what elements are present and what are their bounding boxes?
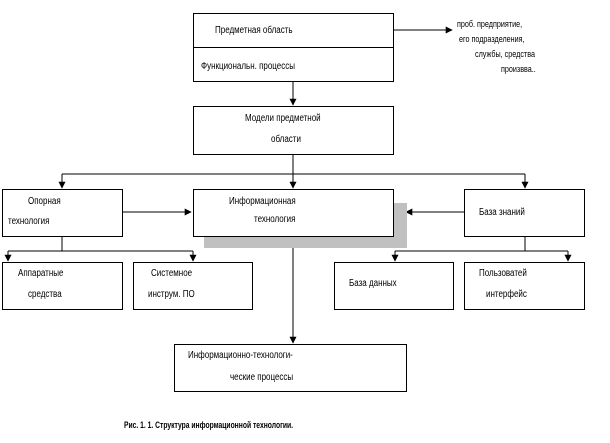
user-interface-line-2: интерфейс <box>486 289 527 300</box>
subject-note-line-4: произвва.. <box>501 64 536 74</box>
knowledge-base-label: База знаний <box>479 207 525 218</box>
info-technology-line-1: Информационная <box>229 196 296 207</box>
subject-note-line-3: службы, средства <box>475 49 535 59</box>
user-interface-line-1: Пользоватей <box>479 268 527 279</box>
subject-area-label: Предметная область <box>215 25 293 36</box>
base-technology-line-1: Опорная <box>28 196 61 207</box>
figure-caption: Рис. 1. 1. Структура информационной технологии. <box>124 420 294 430</box>
database-label: База данных <box>349 278 397 289</box>
hardware-line-2: средства <box>28 289 62 300</box>
system-tools-line-2: инструм. ПО <box>148 289 195 300</box>
subject-area-divider <box>194 47 393 48</box>
system-tools-line-1: Системное <box>151 268 193 279</box>
subject-note-line-2: его подразделения, <box>459 34 525 44</box>
info-tech-processes-line-2: ческие процессы <box>230 372 294 383</box>
subject-note-line-1: проб. предприятие, <box>457 19 523 29</box>
base-technology-box <box>2 189 123 237</box>
info-tech-processes-line-1: Информационно-технологи- <box>188 350 293 361</box>
subject-models-line-1: Модели предметной <box>245 113 321 124</box>
info-technology-line-2: технология <box>254 214 296 225</box>
subject-models-line-2: области <box>271 134 301 145</box>
hardware-line-1: Аппаратные <box>18 268 64 279</box>
functional-processes-label: Функциональн. процессы <box>201 61 295 72</box>
base-technology-line-2: технология <box>8 216 50 227</box>
